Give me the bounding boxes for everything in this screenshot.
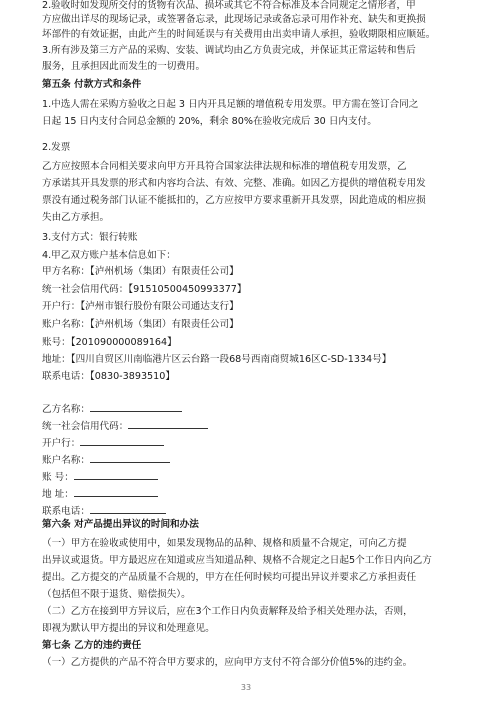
field-label: 地 址： [42, 489, 74, 500]
party-a-account-name: 账户名称：【泸州机场（集团）有限责任公司】 [42, 319, 239, 330]
section-heading-5: 第五条 付款方式和条件 [42, 79, 142, 90]
blank-line [80, 435, 164, 446]
blank-line [74, 469, 158, 480]
paragraph-line: 日起 15 日内支付合同总金额的 20%，剩余 80%在验收完成后 30 日内支付。 [42, 116, 377, 127]
blank-line [90, 401, 182, 412]
paragraph-line: 1.中选人需在采购方验收之日起 3 日内开具足额的增值税专用发票。甲方需在签订合同之 [42, 99, 419, 110]
paragraph-line: 提出。乙方提交的产品质量不合规的，甲方在任何时候均可提出异议并要求乙方承担责任 [42, 572, 417, 583]
field-label: 统一社会信用代码： [42, 421, 129, 432]
field-label: 乙方名称： [42, 404, 90, 415]
field-label: 开户行： [42, 438, 81, 449]
blank-line [74, 486, 158, 497]
party-b-phone-field [42, 503, 166, 517]
paragraph-line: 2.发票 [42, 142, 71, 153]
paragraph-line: 票没有通过税务部门认证不能抵扣的，乙方应按甲方要求重新开具发票，因此造成的相应损 [42, 195, 426, 206]
paragraph-line: 方承诺其开具发票的形式和内容均合法、有效、完整、准确。如因乙方提供的增值税专用发 [42, 178, 426, 189]
blank-line [90, 503, 166, 514]
party-a-name: 甲方名称：【泸州机场（集团）有限责任公司】 [42, 266, 239, 277]
page-number: 33 [240, 683, 252, 692]
party-a-credit-code: 统一社会信用代码：【91510500450993377】 [42, 284, 247, 295]
paragraph-line: 4.甲乙双方账户基本信息如下： [42, 250, 176, 261]
paragraph-line: 失由乙方承担。 [42, 212, 110, 223]
party-b-credit-code-field [42, 418, 208, 432]
party-b-bank-field [42, 435, 164, 449]
paragraph-line: （一）甲方在验收或使用中，如果发现物品的品种、规格和质量不合规定，可向乙方提 [42, 538, 407, 549]
blank-line [90, 452, 170, 463]
paragraph-line: 方应做出详尽的现场记录，或签署备忘录，此现场记录或备忘录可用作补充、缺失和更换损 [42, 14, 426, 25]
blank-line [128, 418, 208, 429]
paragraph-line: 即视为默认甲方提出的异议和处理意见。 [42, 623, 215, 634]
party-b-name-field [42, 401, 182, 415]
party-b-account-name-field [42, 452, 170, 466]
paragraph-line: （二）乙方在接到甲方异议后，应在3个工作日内负责解释及给予相关处理办法，否则， [42, 606, 413, 617]
paragraph-line: 出异议或退货。甲方最迟应在知道或应当知道品种、规格不合规定之日起5个工作日内向乙方 [42, 555, 432, 566]
field-label: 账 号： [42, 472, 74, 483]
party-a-bank: 开户行：【泸州市银行股份有限公司通达支行】 [42, 301, 239, 312]
paragraph-line: 乙方应按照本合同相关要求向甲方开具符合国家法律法规和标准的增值税专用发票，乙 [42, 161, 407, 172]
paragraph-line: 坏部件的有效证据，由此产生的时间延误与有关费用由出卖申请人承担，验收期限相应顺延。 [42, 29, 436, 40]
section-heading-6: 第六条 对产品提出异议的时间和办法 [42, 519, 199, 530]
section-heading-7: 第七条 乙方的违约责任 [42, 640, 142, 651]
paragraph-line: 服务，且承担因此而发生的一切费用。 [42, 61, 206, 72]
field-label: 账户名称： [42, 455, 90, 466]
party-a-address: 地址：【四川自贸区川南临港片区云台路一段68号西南商贸城16区C-SD-1334号】 [42, 354, 392, 365]
paragraph-line: （一）乙方提供的产品不符合甲方要求的，应向甲方支付不符合部分价值5%的违约金。 [42, 657, 413, 668]
paragraph-line: 2.验收时如发现所交付的货物有次品、损坏或其它不符合标准及本合同规定之情形者，甲 [42, 0, 416, 11]
paragraph-line: （包括但不限于退货、赔偿损失）。 [42, 589, 191, 600]
field-label: 联系电话： [42, 506, 90, 517]
paragraph-line: 3.支付方式：银行转账 [42, 232, 138, 243]
party-b-account-number-field [42, 469, 158, 483]
party-a-account-number: 账号：【201090000089164】 [42, 337, 177, 348]
paragraph-line: 3.所有涉及第三方产品的采购、安装、调试均由乙方负责完成，并保证其正常运转和售后 [42, 45, 416, 56]
party-b-address-field [42, 486, 158, 500]
party-a-phone: 联系电话：【0830-3893510】 [42, 371, 175, 382]
